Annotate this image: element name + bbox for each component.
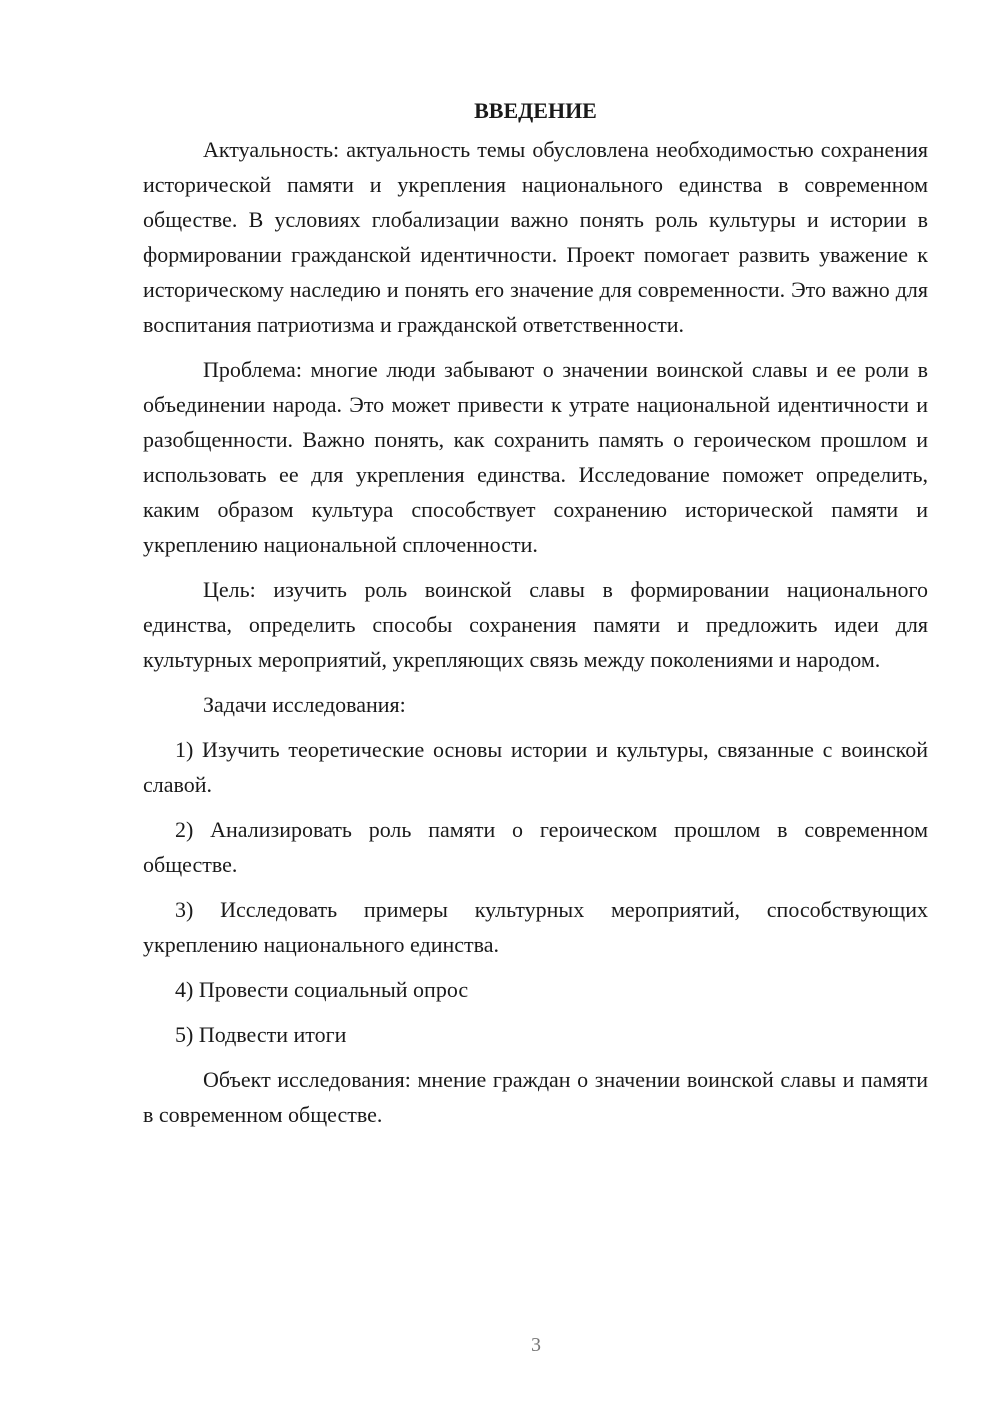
document-page	[143, 92, 928, 1142]
task-item-5: 5) Подвести итоги	[175, 1022, 347, 1047]
relevance-paragraph: Актуальность: актуальность темы обусловлена необходимостью сохранения исторической памяти и укрепления национального единства в современном обществе. В условиях глобализации важно понять роль культуры и истории в формировании гражданской идентичности. Проект помогает развить уважение к историческому наследию и понять его значение для современности. Это важно для воспитания патриотизма и гражданской ответственности.	[143, 137, 928, 337]
tasks-heading: Задачи исследования:	[203, 692, 406, 717]
task-item-4: 4) Провести социальный опрос	[175, 977, 469, 1002]
task-item-1: 1) Изучить теоретические основы истории и культуры, связанные с воинской славой.	[143, 737, 928, 797]
task-item-2: 2) Анализировать роль памяти о героическом прошлом в современном обществе.	[143, 817, 928, 877]
page-title: ВВЕДЕНИЕ	[474, 98, 597, 123]
page-number: 3	[531, 1334, 541, 1356]
task-item-3: 3) Исследовать примеры культурных мероприятий, способствующих укреплению национального единства.	[143, 897, 928, 957]
object-paragraph: Объект исследования: мнение граждан о значении воинской славы и памяти в современном обществе.	[143, 1067, 928, 1127]
problem-paragraph: Проблема: многие люди забывают о значении воинской славы и ее роли в объединении народа. Это может привести к утрате национальной идентичности и разобщенности. Важно понять, как сохранить память о героическом прошлом и использовать ее для укрепления единства. Исследование поможет определить, каким образом культура способствует сохранению исторической памяти и укреплению национальной сплоченности.	[143, 357, 928, 557]
goal-paragraph: Цель: изучить роль воинской славы в формировании национального единства, определить способы сохранения памяти и предложить идеи для культурных мероприятий, укрепляющих связь между поколениями и народом.	[143, 577, 928, 672]
